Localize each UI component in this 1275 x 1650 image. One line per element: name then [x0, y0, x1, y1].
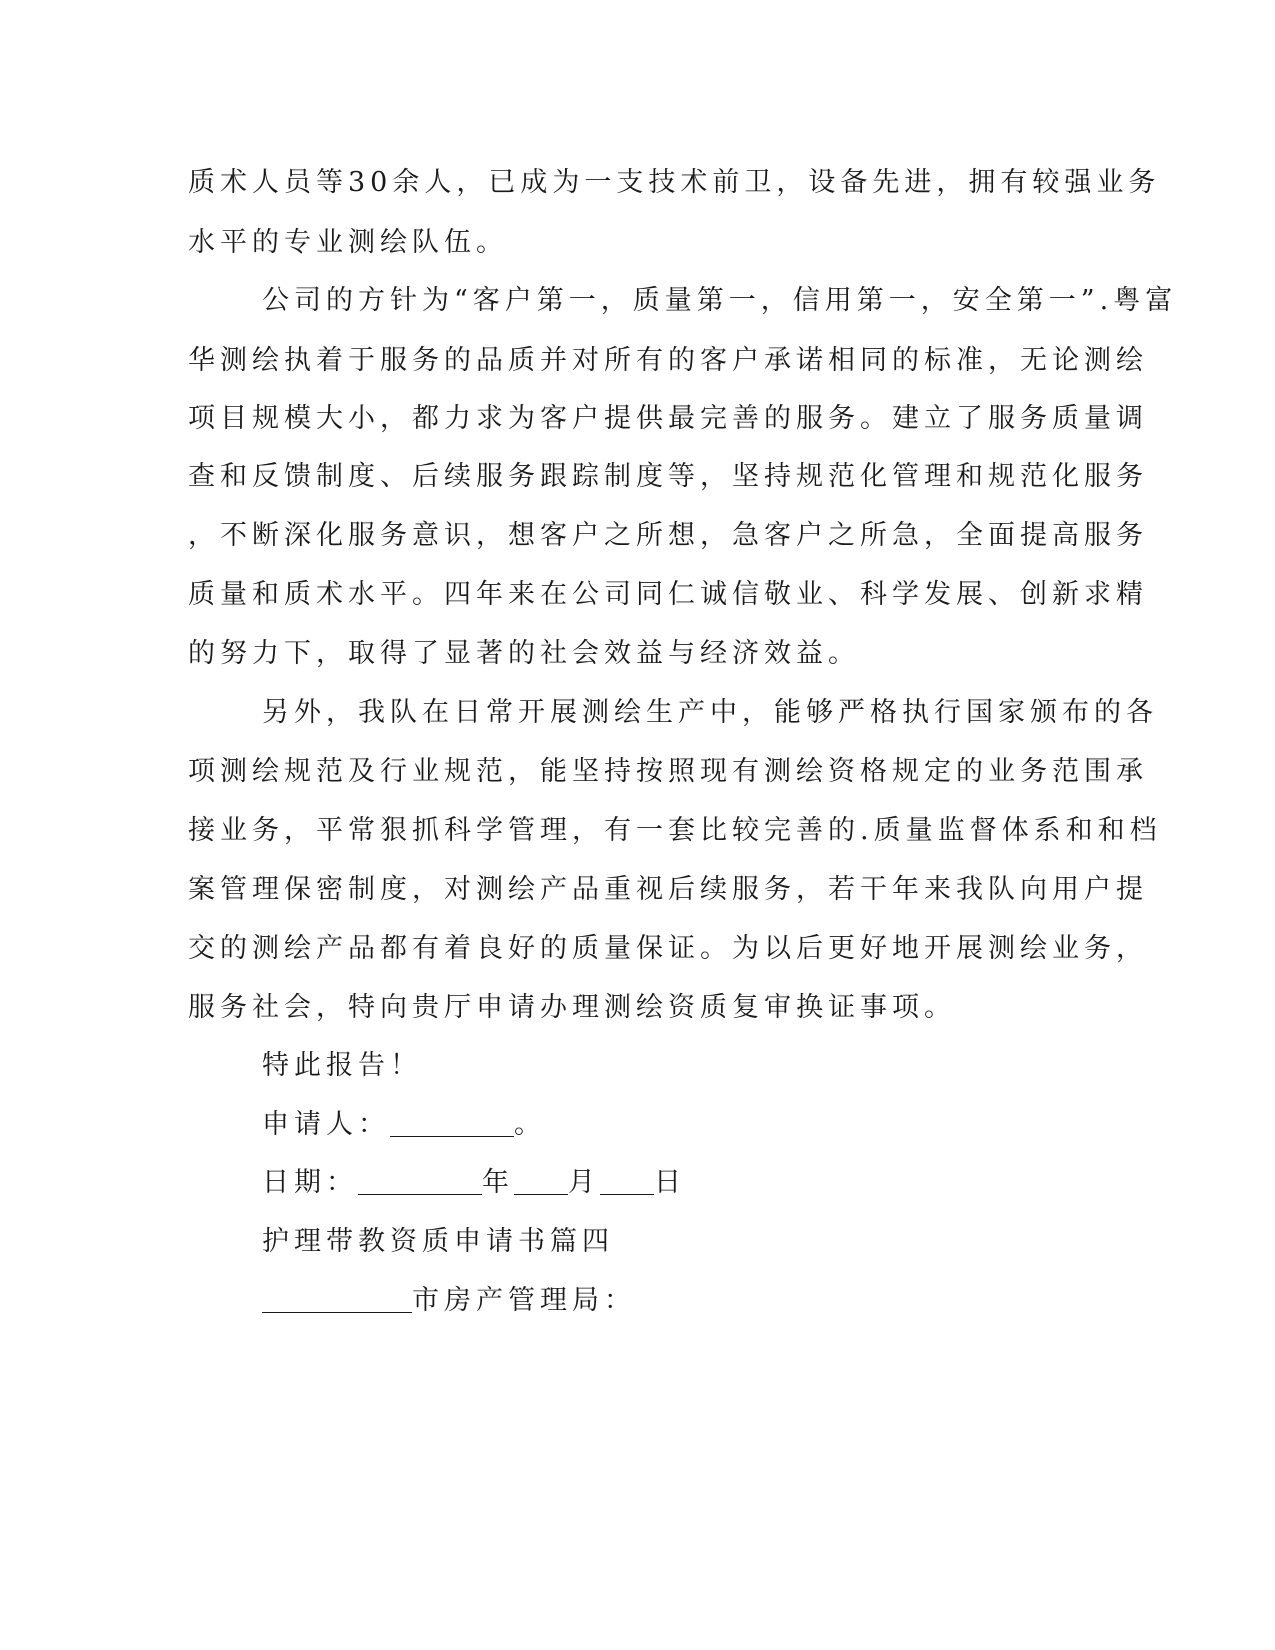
paragraph-line: 公司的方针为“客户第一，质量第一，信用第一，安全第一”.粤富: [262, 285, 1178, 316]
paragraph-line: 服务社会，特向贵厅申请办理测绘资质复审换证事项。: [188, 992, 956, 1023]
date-label: 日期：: [262, 1167, 358, 1198]
paragraph-line: 水平的专业测绘队伍。: [188, 227, 508, 258]
paragraph-line: 质术人员等30余人，已成为一支技术前卫，设备先进，拥有较强业务: [188, 167, 1161, 198]
year-blank: [358, 1168, 482, 1195]
applicant-end: 。: [514, 1109, 546, 1140]
paragraph-line: 华测绘执着于服务的品质并对所有的客户承诺相同的标准，无论测绘: [188, 345, 1148, 376]
month-blank: [514, 1168, 568, 1195]
year-label: 年: [482, 1167, 514, 1198]
paragraph-line: 项目规模大小，都力求为客户提供最完善的服务。建立了服务质量调: [188, 403, 1148, 434]
addressee-blank: [262, 1286, 412, 1313]
closing-line: 特此报告！: [262, 1050, 422, 1081]
applicant-label: 申请人：: [262, 1109, 390, 1140]
paragraph-line: 质量和质术水平。四年来在公司同仁诚信敬业、科学发展、创新求精: [188, 579, 1148, 610]
day-blank: [600, 1168, 654, 1195]
date-line: [262, 1166, 686, 1200]
month-label: 月: [568, 1167, 600, 1198]
applicant-line: [262, 1108, 546, 1142]
paragraph-line: 案管理保密制度，对测绘产品重视后续服务，若干年来我队向用户提: [188, 874, 1148, 905]
paragraph-line: 项测绘规范及行业规范，能坚持按照现有测绘资格规定的业务范围承: [188, 756, 1148, 787]
addressee-suffix: 市房产管理局：: [412, 1285, 636, 1316]
section-title: 护理带教资质申请书篇四: [262, 1226, 614, 1257]
paragraph-line: 交的测绘产品都有着良好的质量保证。为以后更好地开展测绘业务，: [188, 933, 1148, 964]
paragraph-line: 另外，我队在日常开展测绘生产中，能够严格执行国家颁布的各: [262, 697, 1158, 728]
paragraph-line: 接业务，平常狠抓科学管理，有一套比较完善的.质量监督体系和和档: [188, 815, 1162, 846]
applicant-blank: [390, 1110, 514, 1137]
paragraph-line: 查和反馈制度、后续服务跟踪制度等，坚持规范化管理和规范化服务: [188, 461, 1148, 492]
addressee-line: [262, 1284, 636, 1318]
paragraph-line: 的努力下，取得了显著的社会效益与经济效益。: [188, 638, 860, 669]
paragraph-line: ，不断深化服务意识，想客户之所想，急客户之所急，全面提高服务: [188, 520, 1148, 551]
day-label: 日: [654, 1167, 686, 1198]
